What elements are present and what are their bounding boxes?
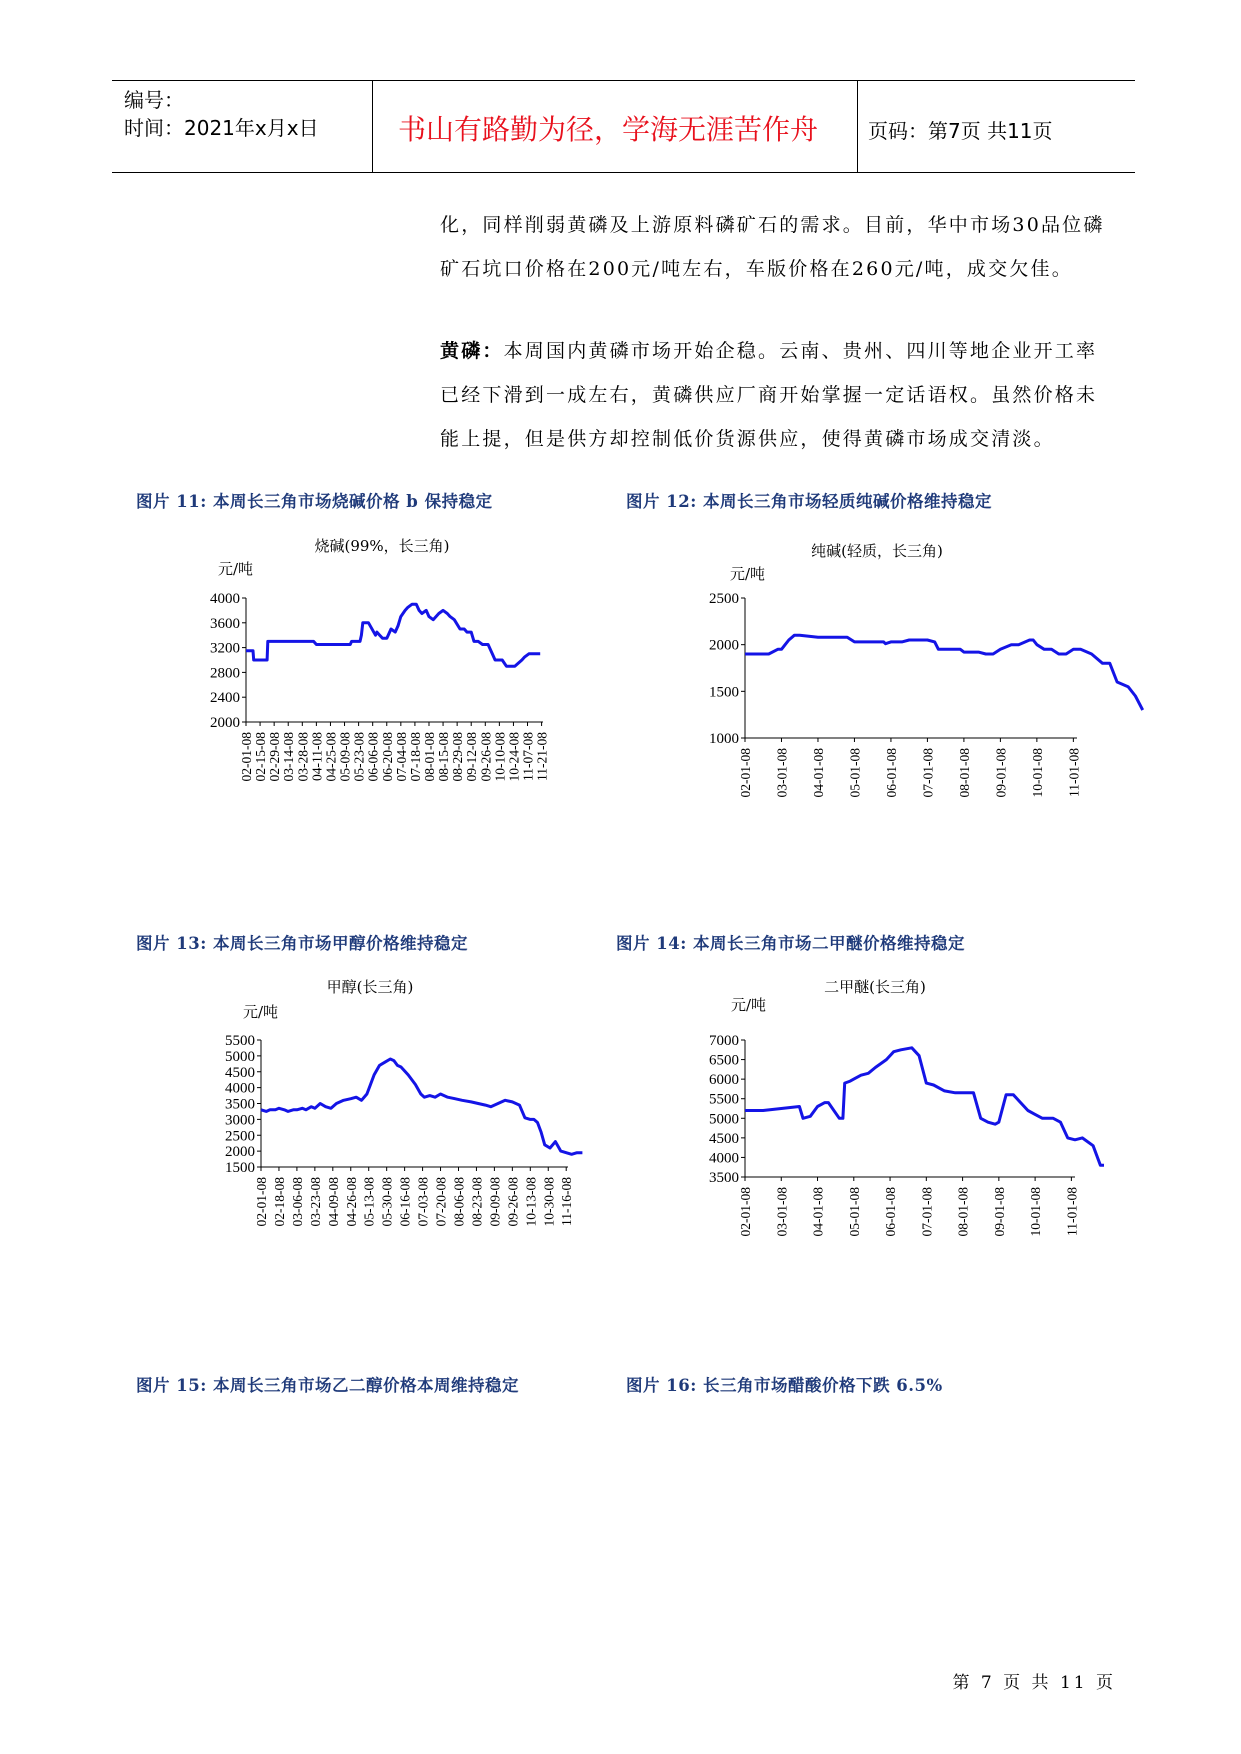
x-tick-label: 06-16-08 — [397, 1177, 413, 1227]
x-tick-label: 03-06-08 — [289, 1177, 305, 1227]
y-tick-label: 7000 — [709, 1033, 739, 1049]
header-time-label: 时间：2021年x月x日 — [124, 116, 319, 140]
figure-caption-11: 图片 11: 本周长三角市场烧碱价格 b 保持稳定 — [136, 492, 493, 511]
paragraph-line: 矿石坑口价格在200元/吨左右，车版价格在260元/吨，成交欠佳。 — [440, 258, 1073, 280]
x-tick-label: 09-26-08 — [505, 1177, 521, 1227]
y-tick-label: 5500 — [709, 1091, 739, 1108]
x-tick-label: 11-07-08 — [520, 732, 536, 781]
figure-caption-16: 图片 16: 长三角市场醋酸价格下跌 6.5% — [626, 1376, 943, 1395]
y-axis-unit-label: 元/吨 — [243, 1003, 279, 1021]
price-series-line — [745, 1048, 1104, 1166]
y-tick-label: 6500 — [709, 1052, 739, 1069]
y-axis-unit-label: 元/吨 — [731, 996, 767, 1014]
x-tick-label: 03-14-08 — [281, 732, 297, 782]
x-tick-label: 04-11-08 — [309, 732, 325, 781]
y-tick-label: 2000 — [210, 715, 240, 731]
y-tick-label: 5000 — [709, 1111, 739, 1128]
x-tick-label: 11-16-08 — [559, 1177, 575, 1226]
y-tick-label: 4500 — [709, 1130, 739, 1147]
figure-caption-13: 图片 13: 本周长三角市场甲醇价格维持稳定 — [136, 934, 469, 953]
y-axis-unit-label: 元/吨 — [218, 560, 254, 578]
y-tick-label: 2500 — [225, 1128, 255, 1145]
y-tick-label: 3500 — [709, 1170, 739, 1186]
x-tick-label: 02-01-08 — [738, 748, 753, 798]
y-tick-label: 3500 — [225, 1096, 255, 1113]
x-tick-label: 06-20-08 — [379, 732, 395, 782]
x-tick-label: 09-09-08 — [487, 1177, 503, 1227]
paragraph-line: 已经下滑到一成左右，黄磷供应厂商开始掌握一定话语权。虽然价格未 — [440, 384, 1098, 406]
x-tick-label: 10-01-08 — [1028, 1187, 1044, 1237]
x-tick-label: 03-01-08 — [774, 1187, 790, 1237]
figure-caption-15: 图片 15: 本周长三角市场乙二醇价格本周维持稳定 — [136, 1376, 520, 1395]
y-tick-label: 3200 — [210, 640, 240, 657]
y-tick-label: 2800 — [210, 665, 240, 682]
y-tick-label: 6000 — [709, 1072, 739, 1089]
x-tick-label: 02-01-08 — [254, 1177, 269, 1227]
x-tick-label: 06-06-08 — [365, 732, 381, 782]
x-tick-label: 07-18-08 — [407, 732, 423, 782]
x-tick-label: 08-01-08 — [421, 732, 437, 782]
y-tick-label: 5000 — [225, 1048, 255, 1065]
x-tick-label: 08-01-08 — [955, 1187, 971, 1237]
y-tick-label: 3600 — [210, 615, 240, 632]
paragraph-text: 本周国内黄磷市场开始企稳。云南、贵州、四川等地企业开工率 — [503, 340, 1098, 362]
x-tick-label: 02-18-08 — [271, 1177, 287, 1227]
x-tick-label: 07-20-08 — [433, 1177, 449, 1227]
x-tick-label: 02-01-08 — [239, 732, 254, 782]
x-tick-label: 04-01-08 — [810, 748, 826, 798]
x-tick-label: 08-01-08 — [956, 748, 972, 798]
x-tick-label: 10-01-08 — [1029, 748, 1045, 798]
y-tick-label: 5500 — [225, 1033, 255, 1049]
y-tick-label: 2400 — [210, 690, 240, 707]
x-tick-label: 09-12-08 — [464, 732, 480, 782]
paragraph-lead: 黄磷： — [440, 340, 504, 362]
x-tick-label: 04-25-08 — [323, 732, 339, 782]
y-tick-label: 1500 — [709, 684, 739, 701]
y-tick-label: 2000 — [709, 637, 739, 654]
x-tick-label: 07-01-08 — [919, 1187, 935, 1237]
x-tick-label: 05-01-08 — [847, 748, 863, 798]
x-tick-label: 05-13-08 — [361, 1177, 377, 1227]
x-tick-label: 05-23-08 — [351, 732, 367, 782]
chart-title: 甲醇(长三角) — [326, 978, 414, 996]
x-tick-label: 08-23-08 — [469, 1177, 485, 1227]
x-tick-label: 10-30-08 — [541, 1177, 557, 1227]
x-tick-label: 10-13-08 — [523, 1177, 539, 1227]
header-number-label: 编号： — [124, 88, 184, 112]
y-tick-label: 3000 — [225, 1112, 255, 1129]
x-tick-label: 10-24-08 — [506, 732, 522, 782]
figure-caption-14: 图片 14: 本周长三角市场二甲醚价格维持稳定 — [616, 934, 966, 953]
x-tick-label: 02-29-08 — [267, 732, 283, 782]
x-tick-label: 02-15-08 — [253, 732, 269, 782]
y-tick-label: 1000 — [709, 731, 739, 747]
x-tick-label: 09-26-08 — [478, 732, 494, 782]
figure-caption-12: 图片 12: 本周长三角市场轻质纯碱价格维持稳定 — [626, 492, 993, 511]
x-tick-label: 08-29-08 — [450, 732, 466, 782]
x-tick-label: 09-01-08 — [991, 1187, 1007, 1237]
x-tick-label: 07-03-08 — [415, 1177, 431, 1227]
x-tick-label: 11-01-08 — [1064, 1187, 1080, 1236]
header-page-label: 页码：第7页 共11页 — [868, 119, 1053, 143]
x-tick-label: 04-01-08 — [810, 1187, 826, 1237]
y-tick-label: 4000 — [709, 1150, 739, 1167]
x-tick-label: 11-01-08 — [1066, 748, 1082, 797]
y-tick-label: 4500 — [225, 1064, 255, 1081]
x-tick-label: 08-06-08 — [451, 1177, 467, 1227]
x-tick-label: 08-15-08 — [436, 732, 452, 782]
x-tick-label: 04-26-08 — [343, 1177, 359, 1227]
y-tick-label: 2000 — [225, 1144, 255, 1161]
x-tick-label: 03-28-08 — [295, 732, 311, 782]
x-tick-label: 02-01-08 — [738, 1187, 753, 1237]
y-tick-label: 2500 — [709, 591, 739, 607]
x-tick-label: 06-01-08 — [883, 748, 899, 798]
chart-title: 烧碱(99%，长三角) — [314, 537, 450, 555]
x-tick-label: 07-01-08 — [920, 748, 936, 798]
y-tick-label: 4000 — [210, 591, 240, 607]
x-tick-label: 10-10-08 — [492, 732, 508, 782]
x-tick-label: 05-30-08 — [379, 1177, 395, 1227]
paragraph-line: 能上提，但是供方却控制低价货源供应，使得黄磷市场成交清淡。 — [440, 428, 1055, 450]
y-tick-label: 1500 — [225, 1160, 255, 1176]
y-tick-label: 4000 — [225, 1080, 255, 1097]
chart-title: 纯碱(轻质，长三角) — [811, 542, 943, 560]
paragraph-line: 化，同样削弱黄磷及上游原料磷矿石的需求。目前，华中市场30品位磷 — [440, 214, 1105, 236]
header-motto: 书山有路勤为径，学海无涯苦作舟 — [398, 113, 819, 146]
x-tick-label: 05-09-08 — [337, 732, 353, 782]
x-tick-label: 09-01-08 — [993, 748, 1009, 798]
x-tick-label: 03-23-08 — [307, 1177, 323, 1227]
x-tick-label: 03-01-08 — [774, 748, 790, 798]
x-tick-label: 07-04-08 — [393, 732, 409, 782]
x-tick-label: 04-09-08 — [325, 1177, 341, 1227]
x-tick-label: 11-21-08 — [534, 732, 550, 781]
chart-title: 二甲醚(长三角) — [824, 978, 926, 996]
x-tick-label: 05-01-08 — [846, 1187, 862, 1237]
y-axis-unit-label: 元/吨 — [730, 565, 766, 583]
x-tick-label: 06-01-08 — [883, 1187, 899, 1237]
page-footer: 第 7 页 共 11 页 — [952, 1673, 1116, 1693]
